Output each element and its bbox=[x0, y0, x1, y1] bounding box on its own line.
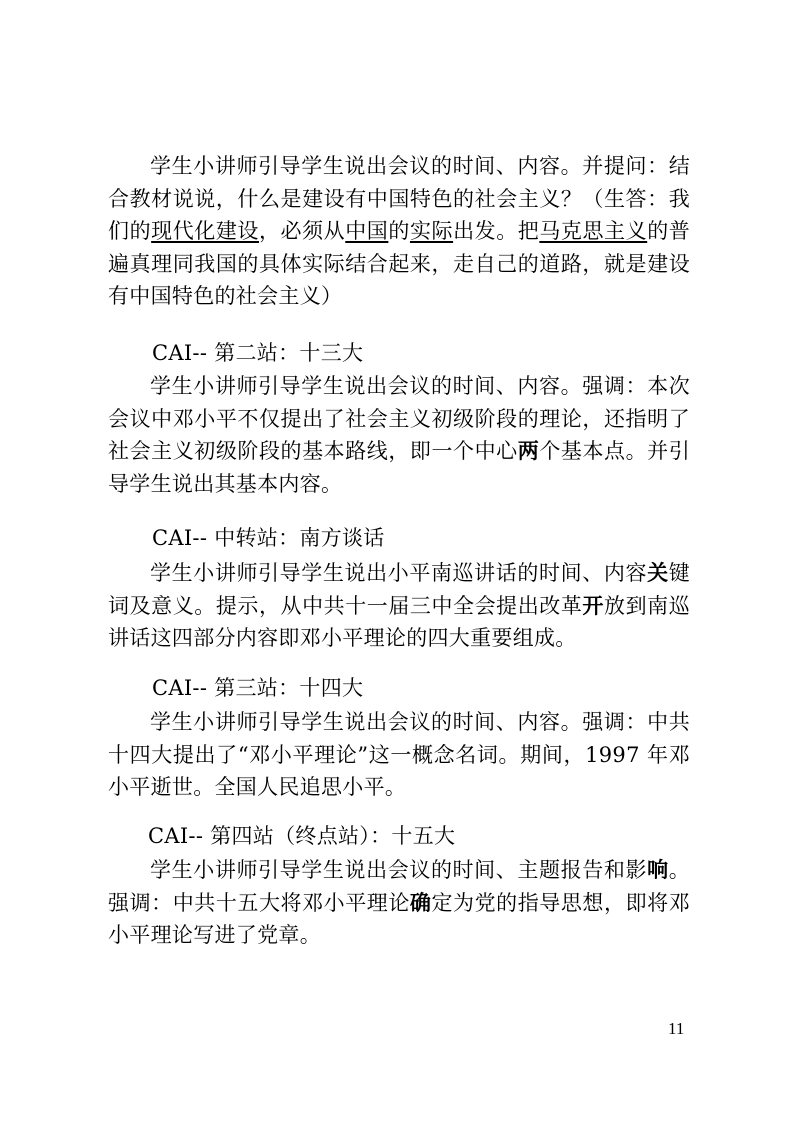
section-heading-14th-congress: CAI-- 第三站：十四大 bbox=[152, 676, 364, 700]
paragraph-1-text-e: 的 bbox=[388, 219, 410, 243]
paragraph-5-bold-char-1: 响 bbox=[647, 857, 669, 882]
paragraph-5-text-c: 。强调：中共十五大将邓小平理论 bbox=[108, 858, 690, 915]
paragraph-2-text-a: 学生小讲师引导学生说出会议的时间、内容。强调：本次会议中邓小平不仅提出了社会主义初级阶段的理论，还指明了社会主义初级阶段的基本路线，即一个中心 bbox=[108, 374, 690, 463]
section-heading-southern-tour: CAI-- 中转站：南方谈话 bbox=[152, 526, 385, 550]
section-heading-13th-congress: CAI-- 第二站：十三大 bbox=[152, 341, 364, 365]
paragraph-5-text-e: 定为党的指导思想，即将邓小平理论写进了党章。 bbox=[108, 890, 690, 947]
paragraph-2-text-c: 个基本点。并引导学生说出其基本内容。 bbox=[108, 439, 690, 496]
paragraph-3-text-c: 键词及意义。提示，从中共十一届三中全会提出改革 bbox=[108, 561, 690, 618]
page-number: 11 bbox=[668, 1019, 685, 1038]
underlined-term-reality: 实际 bbox=[409, 219, 454, 243]
paragraph-1 bbox=[108, 150, 690, 313]
paragraph-1-text-c: ，必须从 bbox=[258, 219, 346, 243]
paragraph-2-bold-char: 两 bbox=[517, 438, 540, 463]
paragraph-3-bold-char-2: 开 bbox=[582, 592, 604, 618]
paragraph-5-text-a: 学生小讲师引导学生说出会议的时间、主题报告和影 bbox=[150, 858, 648, 882]
paragraph-3-text-e: 放到南巡讲话这四部分内容即邓小平理论的四大重要组成。 bbox=[108, 593, 690, 650]
paragraph-3-bold-char-1: 关 bbox=[647, 560, 669, 585]
underlined-term-marxism: 马克思主义 bbox=[539, 219, 648, 243]
paragraph-2 bbox=[108, 370, 690, 500]
paragraph-5-bold-char-2: 确 bbox=[409, 889, 432, 915]
paragraph-5 bbox=[108, 854, 690, 952]
underlined-term-modernization: 现代化建设 bbox=[151, 219, 259, 243]
paragraph-1-text-a: 学生小讲师引导学生说出会议的时间、内容。并提问：结合教材说说，什么是建设有中国特色的社会主义？（生答：我们的 bbox=[108, 154, 690, 243]
paragraph-4: 学生小讲师引导学生说出会议的时间、内容。强调：中共十四大提出了“邓小平理论”这一概念名词。期间，1997 年邓小平逝世。全国人民追思小平。 bbox=[108, 710, 690, 799]
paragraph-1-text-g: 出发。把 bbox=[453, 219, 540, 243]
underlined-term-china: 中国 bbox=[345, 219, 389, 243]
paragraph-3-text-a: 学生小讲师引导学生说出小平南巡讲话的时间、内容 bbox=[150, 561, 648, 585]
section-heading-15th-congress: CAI-- 第四站（终点站）：十五大 bbox=[148, 824, 456, 848]
paragraph-3 bbox=[108, 557, 690, 655]
paragraph-1-text-i: 的普遍真理同我国的具体实际结合起来，走自己的道路，就是建设有中国特色的社会主义） bbox=[108, 219, 691, 308]
